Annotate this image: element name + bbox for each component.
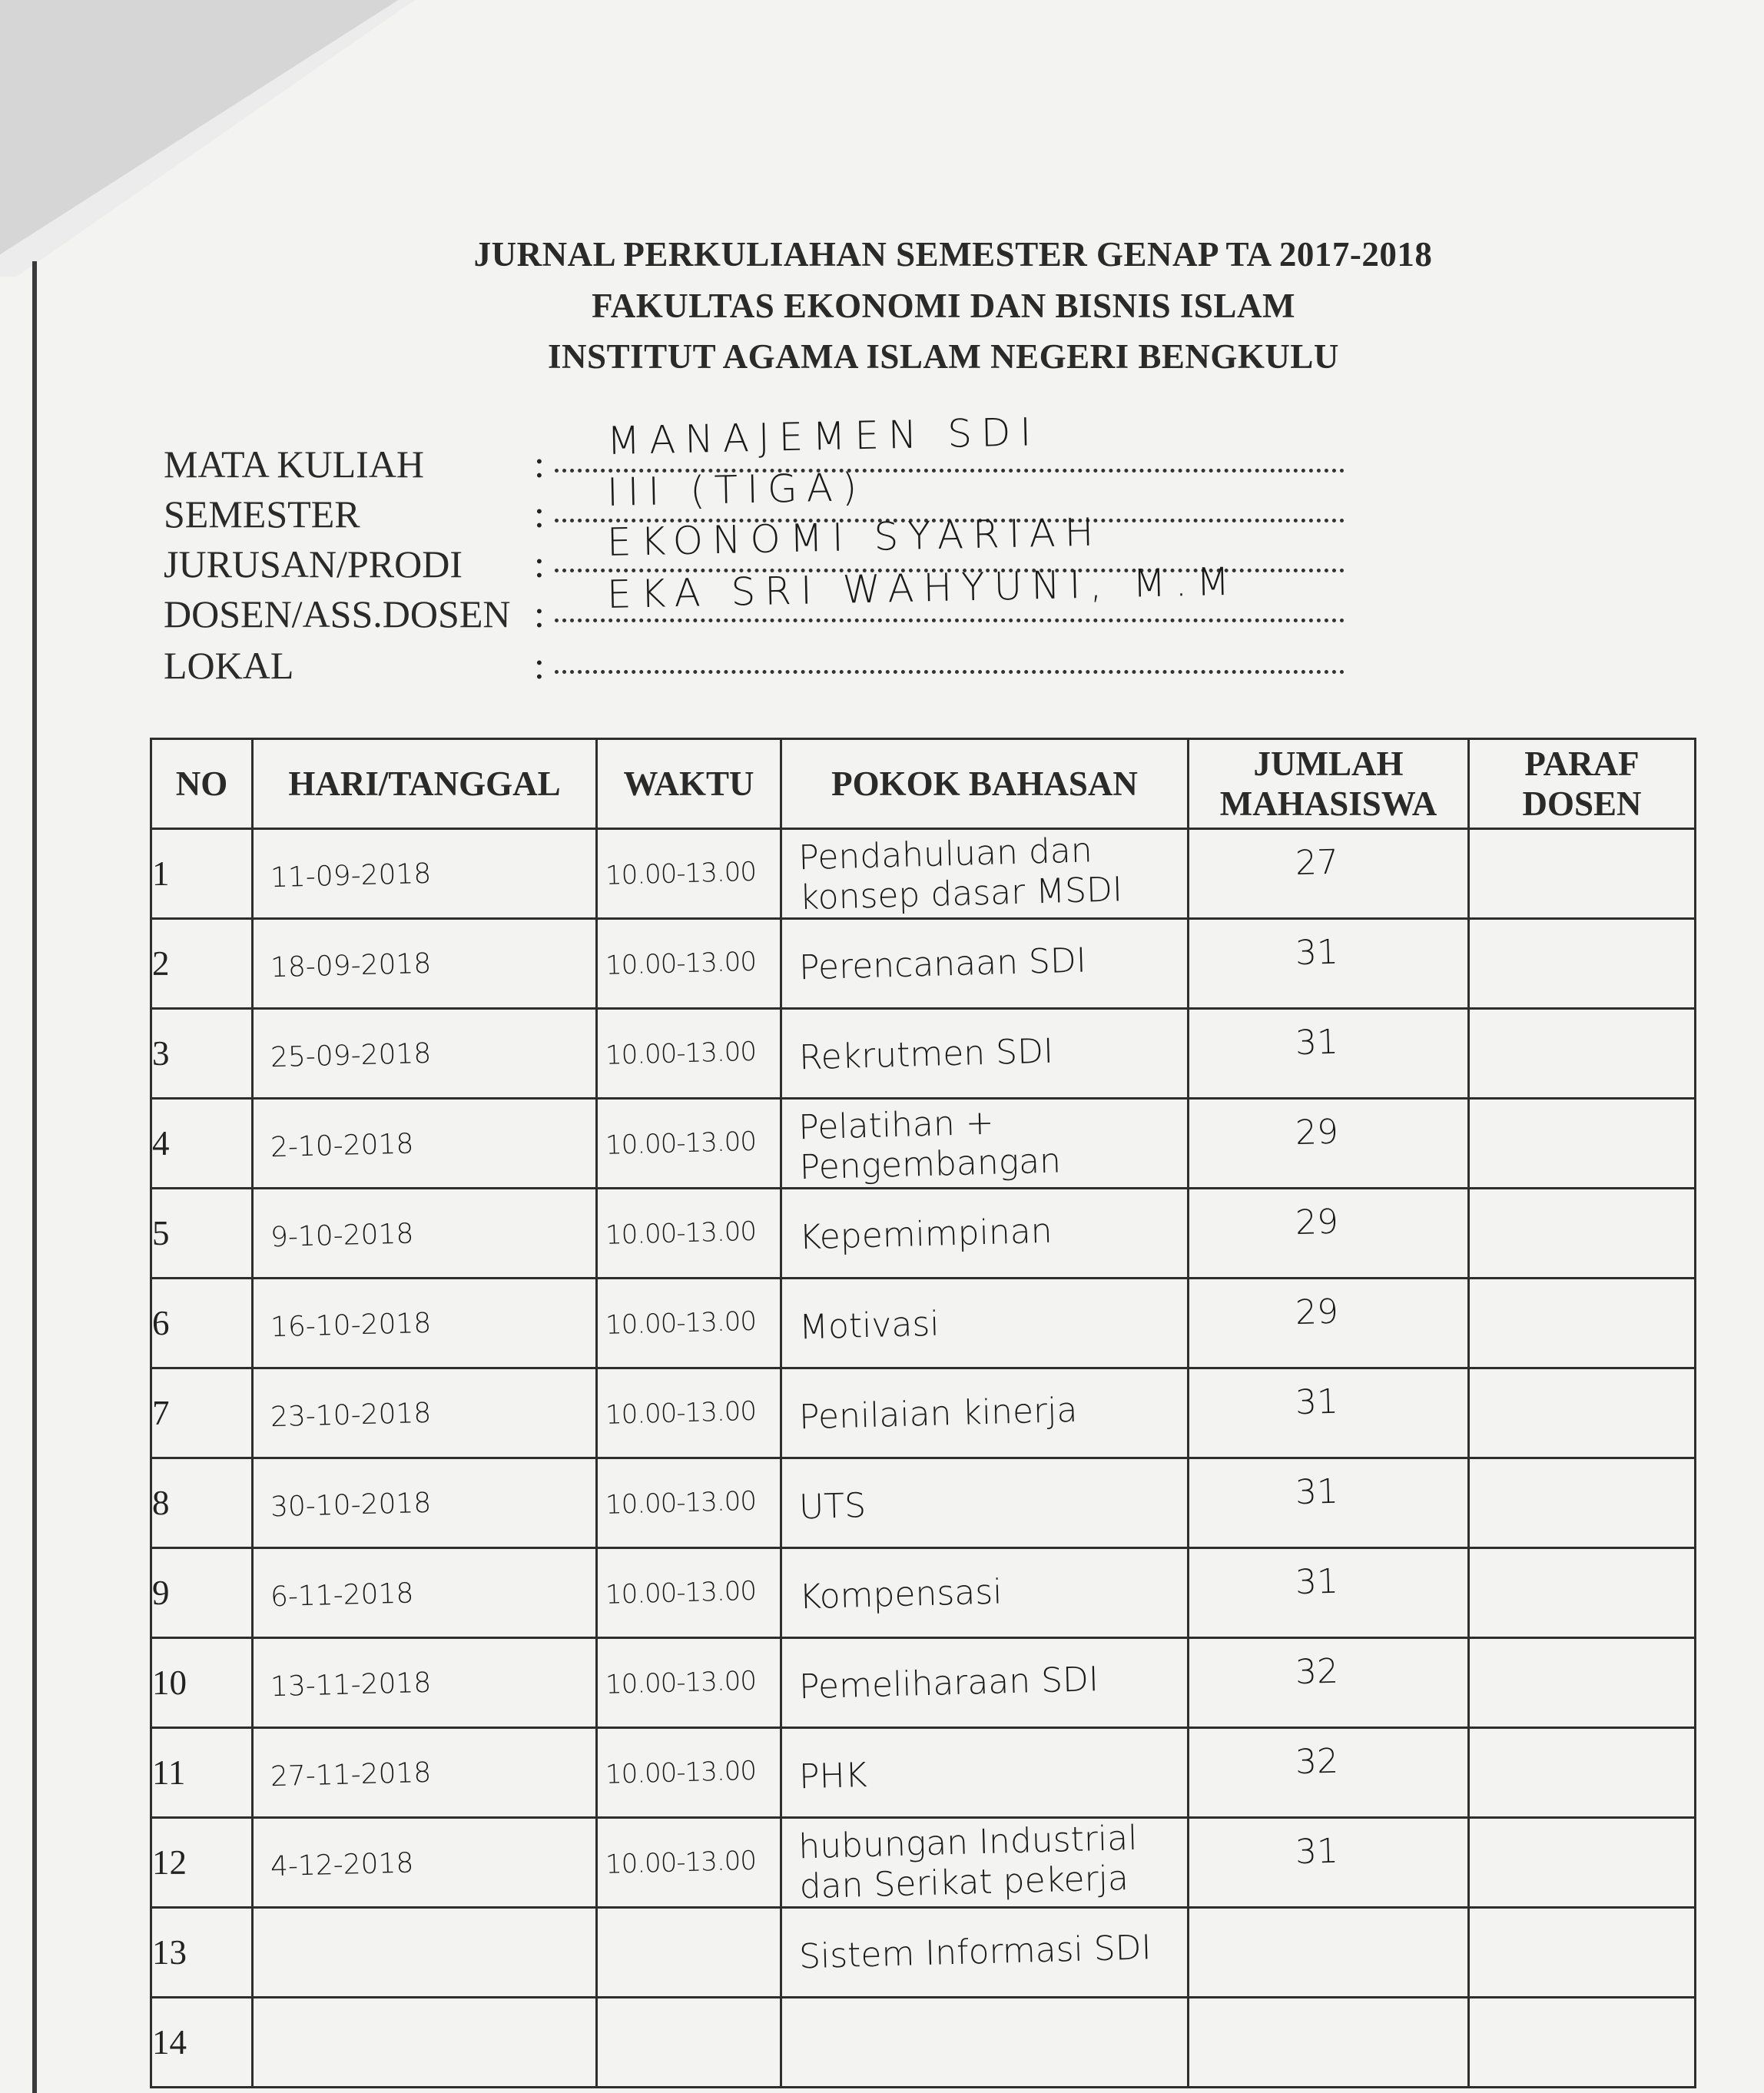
table-row — [151, 1908, 1696, 1998]
date-cell-text: 6-11-2018 — [270, 1577, 414, 1613]
header-sign: PARAF DOSEN — [1469, 739, 1696, 829]
topic-cell — [781, 1099, 1189, 1189]
time-cell — [597, 1189, 781, 1279]
row-number: 14 — [151, 1998, 253, 2088]
date-cell-text: 11-09-2018 — [270, 857, 432, 894]
topic-cell — [781, 1728, 1189, 1818]
title-line-1: JURNAL PERKULIAHAN SEMESTER GENAP TA 2017-2018 — [473, 235, 1433, 274]
topic-cell-text: Motivasi — [798, 1304, 940, 1348]
count-cell-text — [1189, 2015, 1467, 2022]
mata-kuliah-value: MANAJEMEN SDI — [606, 410, 1041, 463]
time-cell — [597, 1099, 781, 1189]
time-cell — [597, 1638, 781, 1728]
table-row — [151, 829, 1696, 919]
signature-cell — [1469, 829, 1696, 919]
topic-cell — [781, 1638, 1189, 1728]
count-cell — [1189, 1189, 1469, 1279]
row-number: 8 — [151, 1458, 253, 1548]
time-cell-text — [598, 2040, 780, 2045]
count-cell — [1189, 1368, 1469, 1458]
count-cell — [1189, 919, 1469, 1009]
topic-cell — [781, 1368, 1189, 1458]
colon: : — [534, 542, 545, 585]
mata-kuliah-label: MATA KULIAH — [164, 443, 425, 486]
count-cell-text: 32 — [1295, 1651, 1339, 1692]
date-cell — [253, 1009, 597, 1099]
time-cell-text: 10.00-13.00 — [605, 1395, 757, 1431]
count-cell-text: 29 — [1295, 1112, 1339, 1153]
signature-cell — [1469, 1548, 1696, 1638]
table-row — [151, 1189, 1696, 1279]
table-row — [151, 1548, 1696, 1638]
journal-table — [150, 738, 1696, 2088]
time-cell-text: 10.00-13.00 — [605, 1755, 757, 1790]
signature-cell — [1469, 1818, 1696, 1908]
date-cell-text: 13-11-2018 — [270, 1667, 432, 1703]
date-cell-text: 27-11-2018 — [270, 1756, 432, 1793]
time-cell-text: 10.00-13.00 — [605, 1036, 757, 1071]
time-cell-text: 10.00-13.00 — [605, 1575, 757, 1610]
date-cell-text: 18-09-2018 — [270, 947, 432, 983]
date-cell — [253, 1728, 597, 1818]
count-cell — [1189, 1548, 1469, 1638]
topic-cell — [781, 1998, 1189, 2088]
dosen-label: DOSEN/ASS.DOSEN — [164, 592, 511, 635]
time-cell-text: 10.00-13.00 — [605, 1845, 757, 1880]
time-cell-text: 10.00-13.00 — [605, 1305, 757, 1341]
date-cell-text: 16-10-2018 — [270, 1307, 432, 1343]
date-cell-text — [254, 1948, 595, 1957]
date-cell-text: 30-10-2018 — [270, 1487, 432, 1523]
count-cell — [1189, 1998, 1469, 2088]
jurusan-value: EKONOMI SYARIAH — [606, 509, 1103, 565]
count-cell-text: 31 — [1295, 1471, 1339, 1512]
colon: : — [534, 592, 545, 635]
date-cell — [253, 1458, 597, 1548]
topic-cell-text: Rekrutmen SDI — [798, 1031, 1054, 1078]
time-cell — [597, 1009, 781, 1099]
time-cell — [597, 1458, 781, 1548]
header-time: WAKTU — [597, 739, 781, 829]
time-cell — [597, 919, 781, 1009]
signature-cell — [1469, 1189, 1696, 1279]
signature-cell — [1469, 1908, 1696, 1998]
colon: : — [534, 644, 545, 687]
date-cell — [253, 1548, 597, 1638]
table-row — [151, 1279, 1696, 1368]
table-row — [151, 1458, 1696, 1548]
time-cell — [597, 1998, 781, 2088]
time-cell — [597, 829, 781, 919]
date-cell — [253, 919, 597, 1009]
topic-cell-text: Penilaian kinerja — [798, 1390, 1078, 1438]
title-line-3: INSTITUT AGAMA ISLAM NEGERI BENGKULU — [548, 337, 1339, 376]
date-cell-text — [254, 2038, 595, 2047]
row-number: 6 — [151, 1279, 253, 1368]
table-row — [151, 1368, 1696, 1458]
table-row — [151, 1638, 1696, 1728]
count-cell-text: 31 — [1295, 932, 1339, 973]
signature-cell — [1469, 1099, 1696, 1189]
topic-cell — [781, 1818, 1189, 1908]
topic-cell — [781, 1009, 1189, 1099]
row-number: 1 — [151, 829, 253, 919]
header-date: HARI/TANGGAL — [253, 739, 597, 829]
topic-cell — [781, 1548, 1189, 1638]
topic-cell-text: Pemeliharaan SDI — [798, 1660, 1099, 1707]
count-cell-text: 31 — [1295, 1561, 1339, 1602]
signature-cell — [1469, 1279, 1696, 1368]
date-cell — [253, 1279, 597, 1368]
signature-cell — [1469, 1638, 1696, 1728]
time-cell — [597, 1728, 781, 1818]
time-cell — [597, 1548, 781, 1638]
count-cell — [1189, 1279, 1469, 1368]
count-cell — [1189, 1908, 1469, 1998]
count-cell-text: 29 — [1295, 1202, 1339, 1242]
signature-cell — [1469, 1458, 1696, 1548]
date-cell — [253, 1368, 597, 1458]
signature-cell — [1469, 1009, 1696, 1099]
topic-cell — [781, 1189, 1189, 1279]
time-cell — [597, 1368, 781, 1458]
table-row — [151, 1818, 1696, 1908]
lokal-label: LOKAL — [164, 644, 294, 687]
row-number: 13 — [151, 1908, 253, 1998]
dotted-line — [555, 670, 1345, 674]
date-cell-text: 9-10-2018 — [270, 1217, 414, 1253]
topic-cell-text: hubungan Industrial dan Serikat pekerja — [797, 1818, 1138, 1907]
semester-label: SEMESTER — [164, 493, 360, 536]
row-number: 11 — [151, 1728, 253, 1818]
row-number: 5 — [151, 1189, 253, 1279]
topic-cell — [781, 919, 1189, 1009]
time-cell — [597, 1279, 781, 1368]
signature-cell — [1469, 1728, 1696, 1818]
topic-cell — [781, 1279, 1189, 1368]
colon: : — [534, 493, 545, 536]
date-cell — [253, 1998, 597, 2088]
date-cell-text: 4-12-2018 — [270, 1846, 414, 1882]
count-cell — [1189, 1818, 1469, 1908]
topic-cell-text — [782, 2037, 1187, 2048]
title-line-2: FAKULTAS EKONOMI DAN BISNIS ISLAM — [592, 287, 1295, 325]
count-cell-text — [1189, 1925, 1467, 1932]
count-cell — [1189, 1009, 1469, 1099]
time-cell-text: 10.00-13.00 — [605, 1216, 757, 1251]
table-row — [151, 919, 1696, 1009]
topic-cell-text: Pendahuluan dan konsep dasar MSDI — [797, 831, 1123, 918]
page-edge — [32, 261, 37, 2093]
count-cell-text: 32 — [1295, 1741, 1339, 1782]
count-cell-text: 27 — [1295, 842, 1339, 883]
date-cell — [253, 1099, 597, 1189]
topic-cell-text: Sistem Informasi SDI — [798, 1928, 1152, 1977]
time-cell-text — [598, 1950, 780, 1955]
table-row — [151, 1009, 1696, 1099]
header-no: NO — [151, 739, 253, 829]
time-cell — [597, 1818, 781, 1908]
count-cell-text: 31 — [1295, 1022, 1339, 1063]
row-number: 12 — [151, 1818, 253, 1908]
semester-value: III (TIGA) — [606, 464, 867, 515]
count-cell — [1189, 829, 1469, 919]
topic-cell — [781, 829, 1189, 919]
table-row — [151, 1728, 1696, 1818]
row-number: 10 — [151, 1638, 253, 1728]
time-cell-text: 10.00-13.00 — [605, 1126, 757, 1161]
topic-cell-text: Kompensasi — [798, 1572, 1003, 1617]
row-number: 4 — [151, 1099, 253, 1189]
count-cell — [1189, 1728, 1469, 1818]
date-cell-text: 2-10-2018 — [270, 1127, 414, 1163]
date-cell-text: 23-10-2018 — [270, 1397, 432, 1433]
topic-cell-text: Pelatihan + Pengembangan — [797, 1103, 1062, 1188]
signature-cell — [1469, 1368, 1696, 1458]
time-cell — [597, 1908, 781, 1998]
date-cell — [253, 1818, 597, 1908]
row-number: 7 — [151, 1368, 253, 1458]
time-cell-text: 10.00-13.00 — [605, 1485, 757, 1521]
count-cell — [1189, 1638, 1469, 1728]
row-number: 3 — [151, 1009, 253, 1099]
table-row — [151, 1998, 1696, 2088]
date-cell — [253, 1638, 597, 1728]
count-cell — [1189, 1099, 1469, 1189]
row-number: 9 — [151, 1548, 253, 1638]
time-cell-text: 10.00-13.00 — [605, 856, 757, 891]
topic-cell-text: Kepemimpinan — [798, 1211, 1053, 1258]
row-number: 2 — [151, 919, 253, 1009]
table-row — [151, 1099, 1696, 1189]
colon: : — [534, 443, 545, 486]
count-cell-text: 29 — [1295, 1292, 1339, 1332]
time-cell-text: 10.00-13.00 — [605, 946, 757, 981]
count-cell-text: 31 — [1295, 1831, 1339, 1872]
topic-cell — [781, 1458, 1189, 1548]
time-cell-text: 10.00-13.00 — [605, 1665, 757, 1700]
date-cell — [253, 829, 597, 919]
table-header-row — [151, 739, 1696, 829]
signature-cell — [1469, 919, 1696, 1009]
header-count: JUMLAH MAHASISWA — [1189, 739, 1469, 829]
dotted-line — [555, 619, 1345, 622]
header-topic: POKOK BAHASAN — [781, 739, 1189, 829]
date-cell — [253, 1189, 597, 1279]
count-cell — [1189, 1458, 1469, 1548]
signature-cell — [1469, 1998, 1696, 2088]
count-cell-text: 31 — [1295, 1382, 1339, 1422]
topic-cell-text: Perencanaan SDI — [798, 940, 1087, 988]
jurusan-label: JURUSAN/PRODI — [164, 542, 463, 585]
date-cell-text: 25-09-2018 — [270, 1037, 432, 1073]
date-cell — [253, 1908, 597, 1998]
dosen-value: EKA SRI WAHYUNI, M.M — [606, 559, 1239, 617]
topic-cell — [781, 1908, 1189, 1998]
topic-cell-text: PHK — [798, 1756, 868, 1797]
topic-cell-text: UTS — [798, 1486, 867, 1527]
